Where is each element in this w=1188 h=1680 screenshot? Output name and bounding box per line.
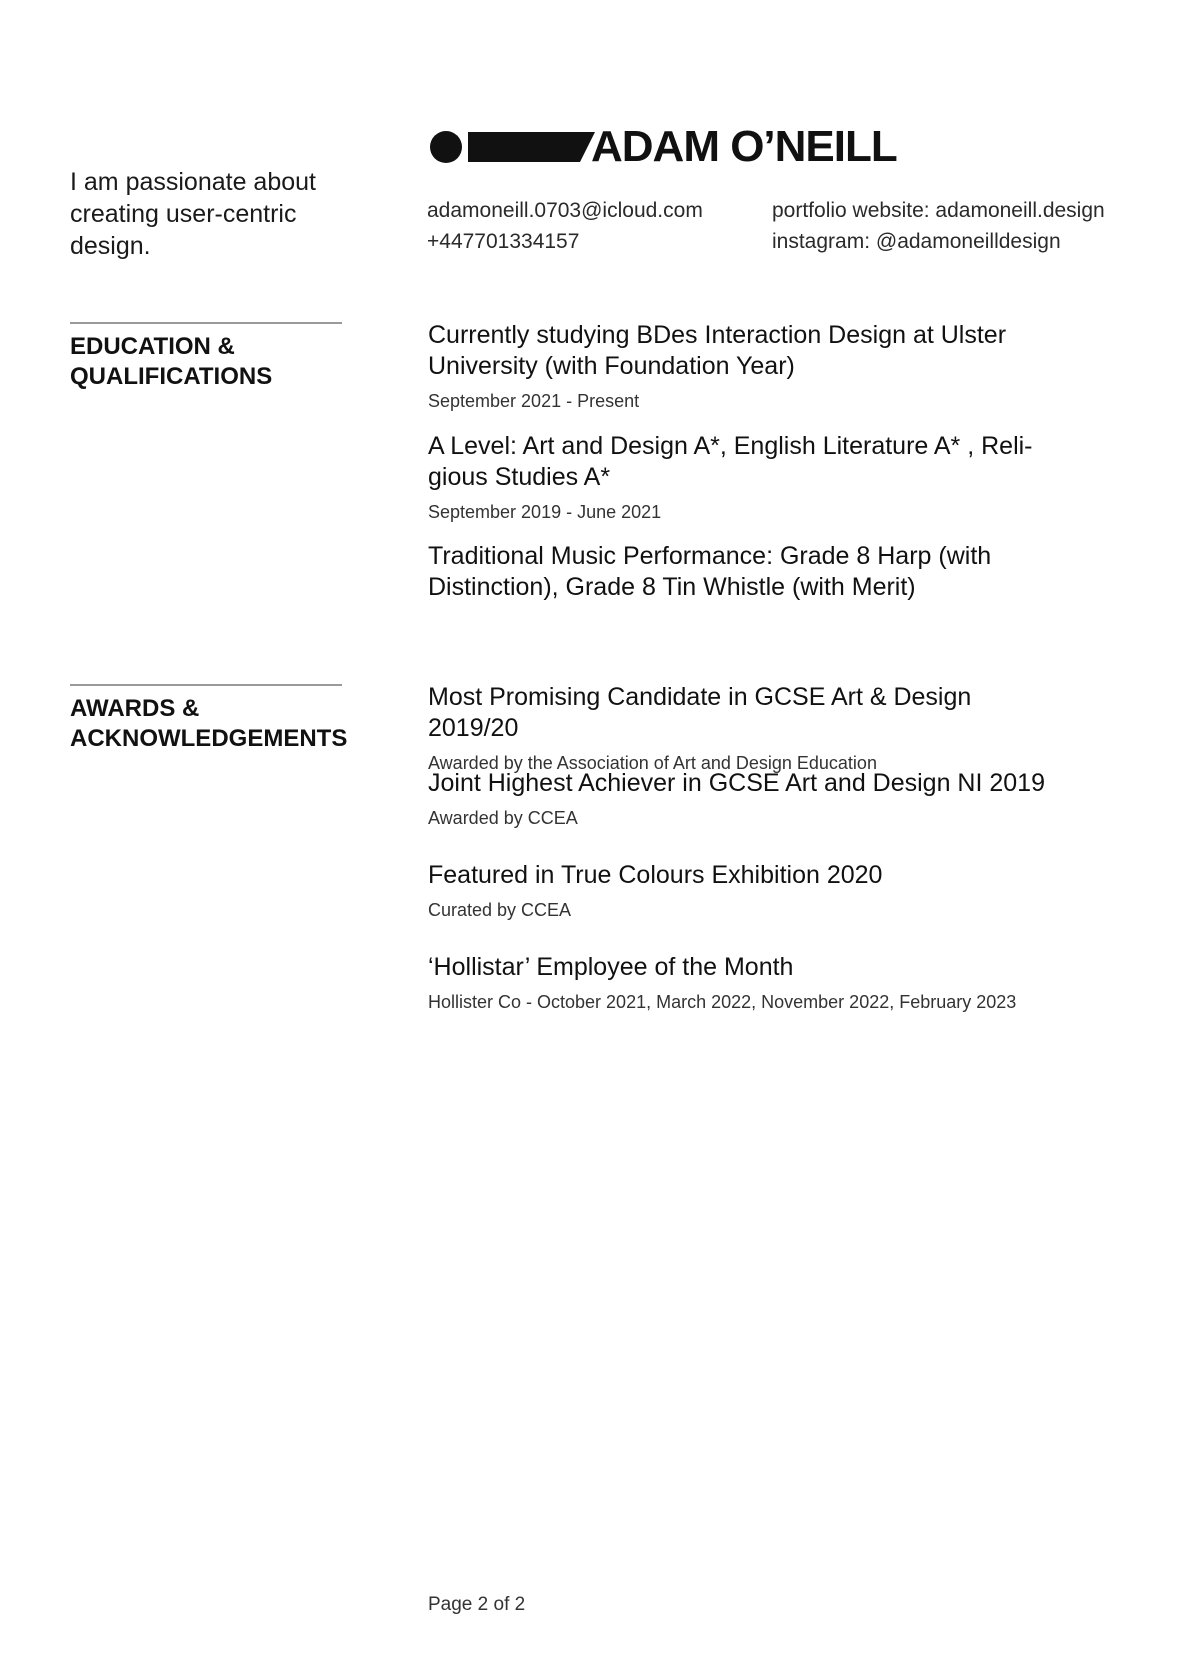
email-text: adamoneill.0703@icloud.com xyxy=(427,199,703,222)
education-item-date: September 2021 - Present xyxy=(428,391,640,411)
education-item-title: Traditional Music Performance: Grade 8 Harp (with Distinction), Grade 8 Tin Whistle (with Merit) xyxy=(428,542,992,601)
award-item xyxy=(428,768,1068,830)
award-item-sub: Hollister Co - October 2021, March 2022, November 2022, February 2023 xyxy=(428,992,1017,1012)
award-item-sub: Curated by CCEA xyxy=(428,900,572,920)
education-item-title: A Level: Art and Design A*, English Literature A* , Reli-gious Studies A* xyxy=(428,432,1033,491)
tagline: I am passionate about creating user-centric design. xyxy=(70,168,316,260)
contact-block-primary xyxy=(427,195,703,257)
education-heading: EDUCATION & QUALIFICATIONS xyxy=(70,322,342,392)
award-item-sub: Awarded by the Association of Art and Design Education xyxy=(428,753,877,773)
page-number: Page 2 of 2 xyxy=(428,1594,526,1615)
award-item xyxy=(428,682,1068,775)
logo xyxy=(430,124,897,170)
award-item-sub: Awarded by CCEA xyxy=(428,808,578,828)
education-item xyxy=(428,320,1068,413)
logo-mark-icon xyxy=(430,129,595,165)
education-item xyxy=(428,541,1068,603)
award-item xyxy=(428,952,1068,1014)
education-item-title: Currently studying BDes Interaction Design at Ulster University (with Foundation Year) xyxy=(428,321,1007,380)
education-item-date: September 2019 - June 2021 xyxy=(428,502,662,522)
award-item xyxy=(428,860,1068,922)
award-item-title: Most Promising Candidate in GCSE Art & Design 2019/20 xyxy=(428,683,972,742)
person-name: ADAM O’NEILL xyxy=(591,122,897,171)
portfolio-text: portfolio website: adamoneill.design xyxy=(772,199,1105,222)
award-item-title: Featured in True Colours Exhibition 2020 xyxy=(428,861,883,889)
instagram-text: instagram: @adamoneilldesign xyxy=(772,230,1061,253)
awards-heading: AWARDS & ACKNOWLEDGEMENTS xyxy=(70,684,342,754)
award-item-title: Joint Highest Achiever in GCSE Art and Design NI 2019 xyxy=(428,769,1045,797)
award-item-title: ‘Hollistar’ Employee of the Month xyxy=(428,953,794,981)
phone-text: +447701334157 xyxy=(427,230,580,253)
education-item xyxy=(428,431,1068,524)
contact-block-secondary xyxy=(772,195,1105,257)
